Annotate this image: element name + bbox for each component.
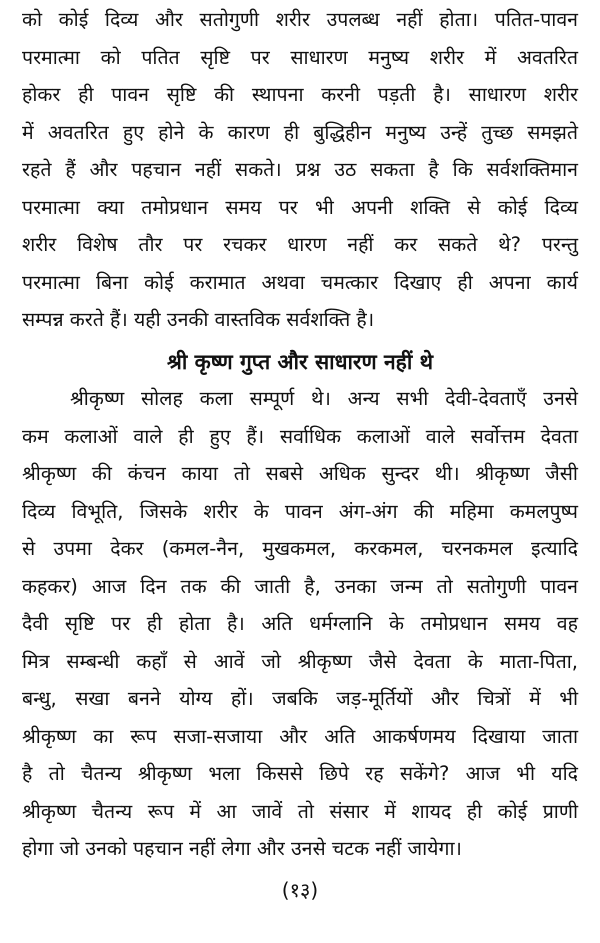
- paragraph-1-line-2: परमात्मा को पतित सृष्टि पर साधारण मनुष्य शरीर में अवतरित: [22, 45, 578, 69]
- paragraph-2-line-2: कम कलाओं वाले ही हुए हैं। सर्वाधिक कलाओं वाले सर्वोत्तम देवता: [22, 424, 578, 448]
- paragraph-2-line-3: श्रीकृष्ण की कंचन काया तो सबसे अधिक सुन्दर थी। श्रीकृष्ण जैसी: [22, 462, 578, 485]
- paragraph-2-line-11: है तो चैतन्य श्रीकृष्ण भला किससे छिपे रह सकेंगे? आज भी यदि: [22, 762, 578, 785]
- paragraph-2-line-5: से उपमा देकर (कमल-नैन, मुखकमल, करकमल, चरनकमल इत्यादि: [22, 537, 578, 560]
- paragraph-2-line-13: होगा जो उनको पहचान नहीं लेगा और उनसे चटक नहीं जायेगा।: [22, 837, 462, 860]
- paragraph-1-line-3: होकर ही पावन सृष्टि की स्थापना करनी पड़ती है। साधारण शरीर: [22, 83, 578, 106]
- paragraph-2-line-1: श्रीकृष्ण सोलह कला सम्पूर्ण थे। अन्य सभी देवी-देवताएँ उनसे: [70, 387, 578, 410]
- paragraph-2-line-12: श्रीकृष्ण चैतन्य रूप में आ जावें तो संसार में शायद ही कोई प्राणी: [22, 799, 578, 823]
- paragraph-1-line-6: परमात्मा क्या तमोप्रधान समय पर भी अपनी शक्ति से कोई दिव्य: [22, 195, 578, 219]
- paragraph-1-line-9: सम्पन्न करते हैं। यही उनकी वास्तविक सर्वशक्ति है।: [22, 308, 375, 331]
- paragraph-1-line-4: में अवतरित हुए होने के कारण ही बुद्धिहीन मनुष्य उन्हें तुच्छ समझते: [22, 120, 578, 144]
- page-number: (१३): [281, 877, 319, 902]
- paragraph-1-line-7: शरीर विशेष तौर पर रचकर धारण नहीं कर सकते थे? परन्तु: [22, 233, 578, 256]
- paragraph-1-line-8: परमात्मा बिना कोई करामात अथवा चमत्कार दिखाए ही अपना कार्य: [22, 270, 578, 294]
- paragraph-2-line-10: श्रीकृष्ण का रूप सजा-सजाया और अति आकर्षणमय दिखाया जाता: [22, 724, 578, 748]
- paragraph-1-line-1: को कोई दिव्य और सतोगुणी शरीर उपलब्ध नहीं होता। पतित-पावन: [22, 8, 578, 31]
- paragraph-2-line-8: मित्र सम्बन्धी कहाँ से आवें जो श्रीकृष्ण जैसे देवता के माता-पिता,: [22, 649, 578, 673]
- paragraph-2-line-6: कहकर) आज दिन तक की जाती है, उनका जन्म तो सतोगुणी पावन: [22, 574, 578, 598]
- paragraph-2-line-4: दिव्य विभूति, जिसके शरीर के पावन अंग-अंग की महिमा कमलपुष्प: [22, 499, 578, 523]
- paragraph-2-line-7: दैवी सृष्टि पर ही होता है। अति धर्मग्लानि के तमोप्रधान समय वह: [22, 612, 578, 635]
- section-heading: श्री कृष्ण गुप्त और साधारण नहीं थे: [166, 349, 433, 374]
- paragraph-2-line-9: बन्धु, सखा बनने योग्य हों। जबकि जड़-मूर्तियों और चित्रों में भी: [22, 687, 578, 710]
- paragraph-1-line-5: रहते हैं और पहचान नहीं सकते। प्रश्न उठ सकता है कि सर्वशक्तिमान: [22, 158, 578, 181]
